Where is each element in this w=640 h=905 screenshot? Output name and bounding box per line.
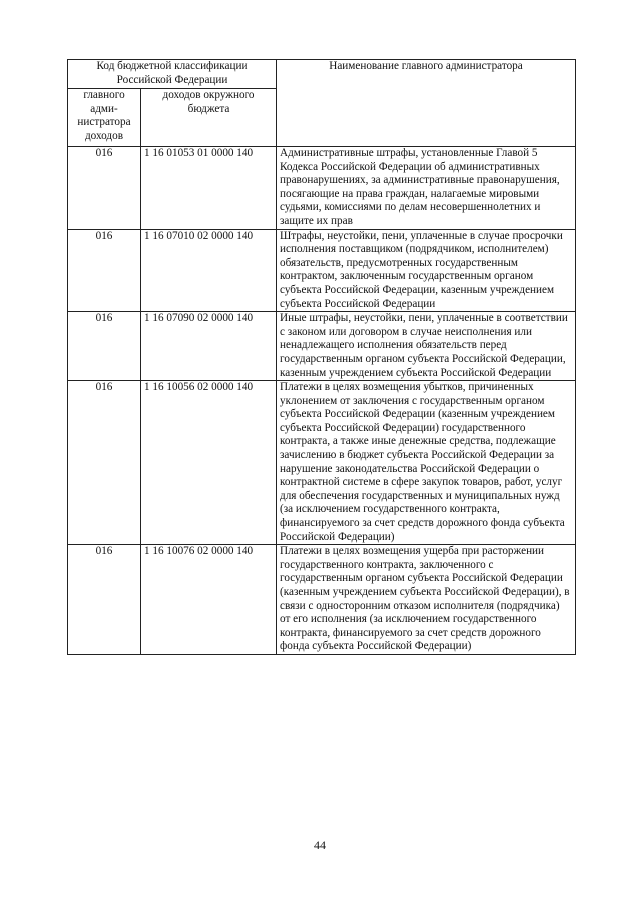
admin-name-cell: Иные штрафы, неустойки, пени, уплаченные в соответствии с законом или договором в случае неисполнения или ненадлежащего исполнения обязательств перед государственным органом субъекта Российской Федерации, казенным учреждением субъекта Российской Федерации <box>277 312 576 381</box>
header-admin-name: Наименование главного администратора <box>277 60 576 147</box>
income-code-cell: 1 16 10076 02 0000 140 <box>141 545 277 655</box>
income-code-cell: 1 16 10056 02 0000 140 <box>141 381 277 545</box>
admin-code-cell: 016 <box>68 147 141 230</box>
table-header-row <box>68 60 576 89</box>
admin-name-cell: Административные штрафы, установленные Главой 5 Кодекса Российской Федерации об административных правонарушениях, за административные правонарушения, посягающие на права граждан, налагаемые мировыми судьями, комиссиями по делам несовершеннолетних и защите их прав <box>277 147 576 230</box>
admin-code-cell: 016 <box>68 312 141 381</box>
admin-code-cell: 016 <box>68 545 141 655</box>
income-code-cell: 1 16 01053 01 0000 140 <box>141 147 277 230</box>
header-group-label: Код бюджетной классификации Российской Федерации <box>68 60 277 89</box>
admin-code-cell: 016 <box>68 229 141 312</box>
table-row <box>68 545 576 655</box>
admin-name-cell: Платежи в целях возмещения ущерба при расторжении государственного контракта, заключенного с государственным органом субъекта Российской Федерации (казенным учреждением субъекта Российской Федерации), в связи с односторонним отказом исполнителя (подрядчика) от его исполнения (за исключением государственного контракта, финансируемого за счет средств дорожного фонда субъекта Российской Федерации) <box>277 545 576 655</box>
admin-code-cell: 016 <box>68 381 141 545</box>
header-main-admin: главного адми-нистратора доходов <box>68 89 141 147</box>
page-number: 44 <box>314 838 326 852</box>
budget-classification-table <box>67 59 576 655</box>
table-row <box>68 381 576 545</box>
income-code-cell: 1 16 07010 02 0000 140 <box>141 229 277 312</box>
table-row <box>68 147 576 230</box>
table-row <box>68 312 576 381</box>
table-row <box>68 229 576 312</box>
admin-name-cell: Платежи в целях возмещения убытков, причиненных уклонением от заключения с государственным органом субъекта Российской Федерации (казенным учреждением субъекта Российской Федерации) государственного контракта, а также иные денежные средства, подлежащие зачислению в бюджет субъекта Российской Федерации за нарушение законодательства Российской Федерации о контрактной системе в сфере закупок товаров, работ, услуг для обеспечения государственных и муниципальных нужд (за исключением государственного контракта, финансируемого за счет средств дорожного фонда субъекта Российской Федерации) <box>277 381 576 545</box>
admin-name-cell: Штрафы, неустойки, пени, уплаченные в случае просрочки исполнения поставщиком (подрядчиком, исполнителем) обязательств, предусмотренных государственным контрактом, заключенным государственным органом субъекта Российской Федерации, казенным учреждением субъекта Российской Федерации <box>277 229 576 312</box>
header-income-code: доходов окружного бюджета <box>141 89 277 147</box>
income-code-cell: 1 16 07090 02 0000 140 <box>141 312 277 381</box>
